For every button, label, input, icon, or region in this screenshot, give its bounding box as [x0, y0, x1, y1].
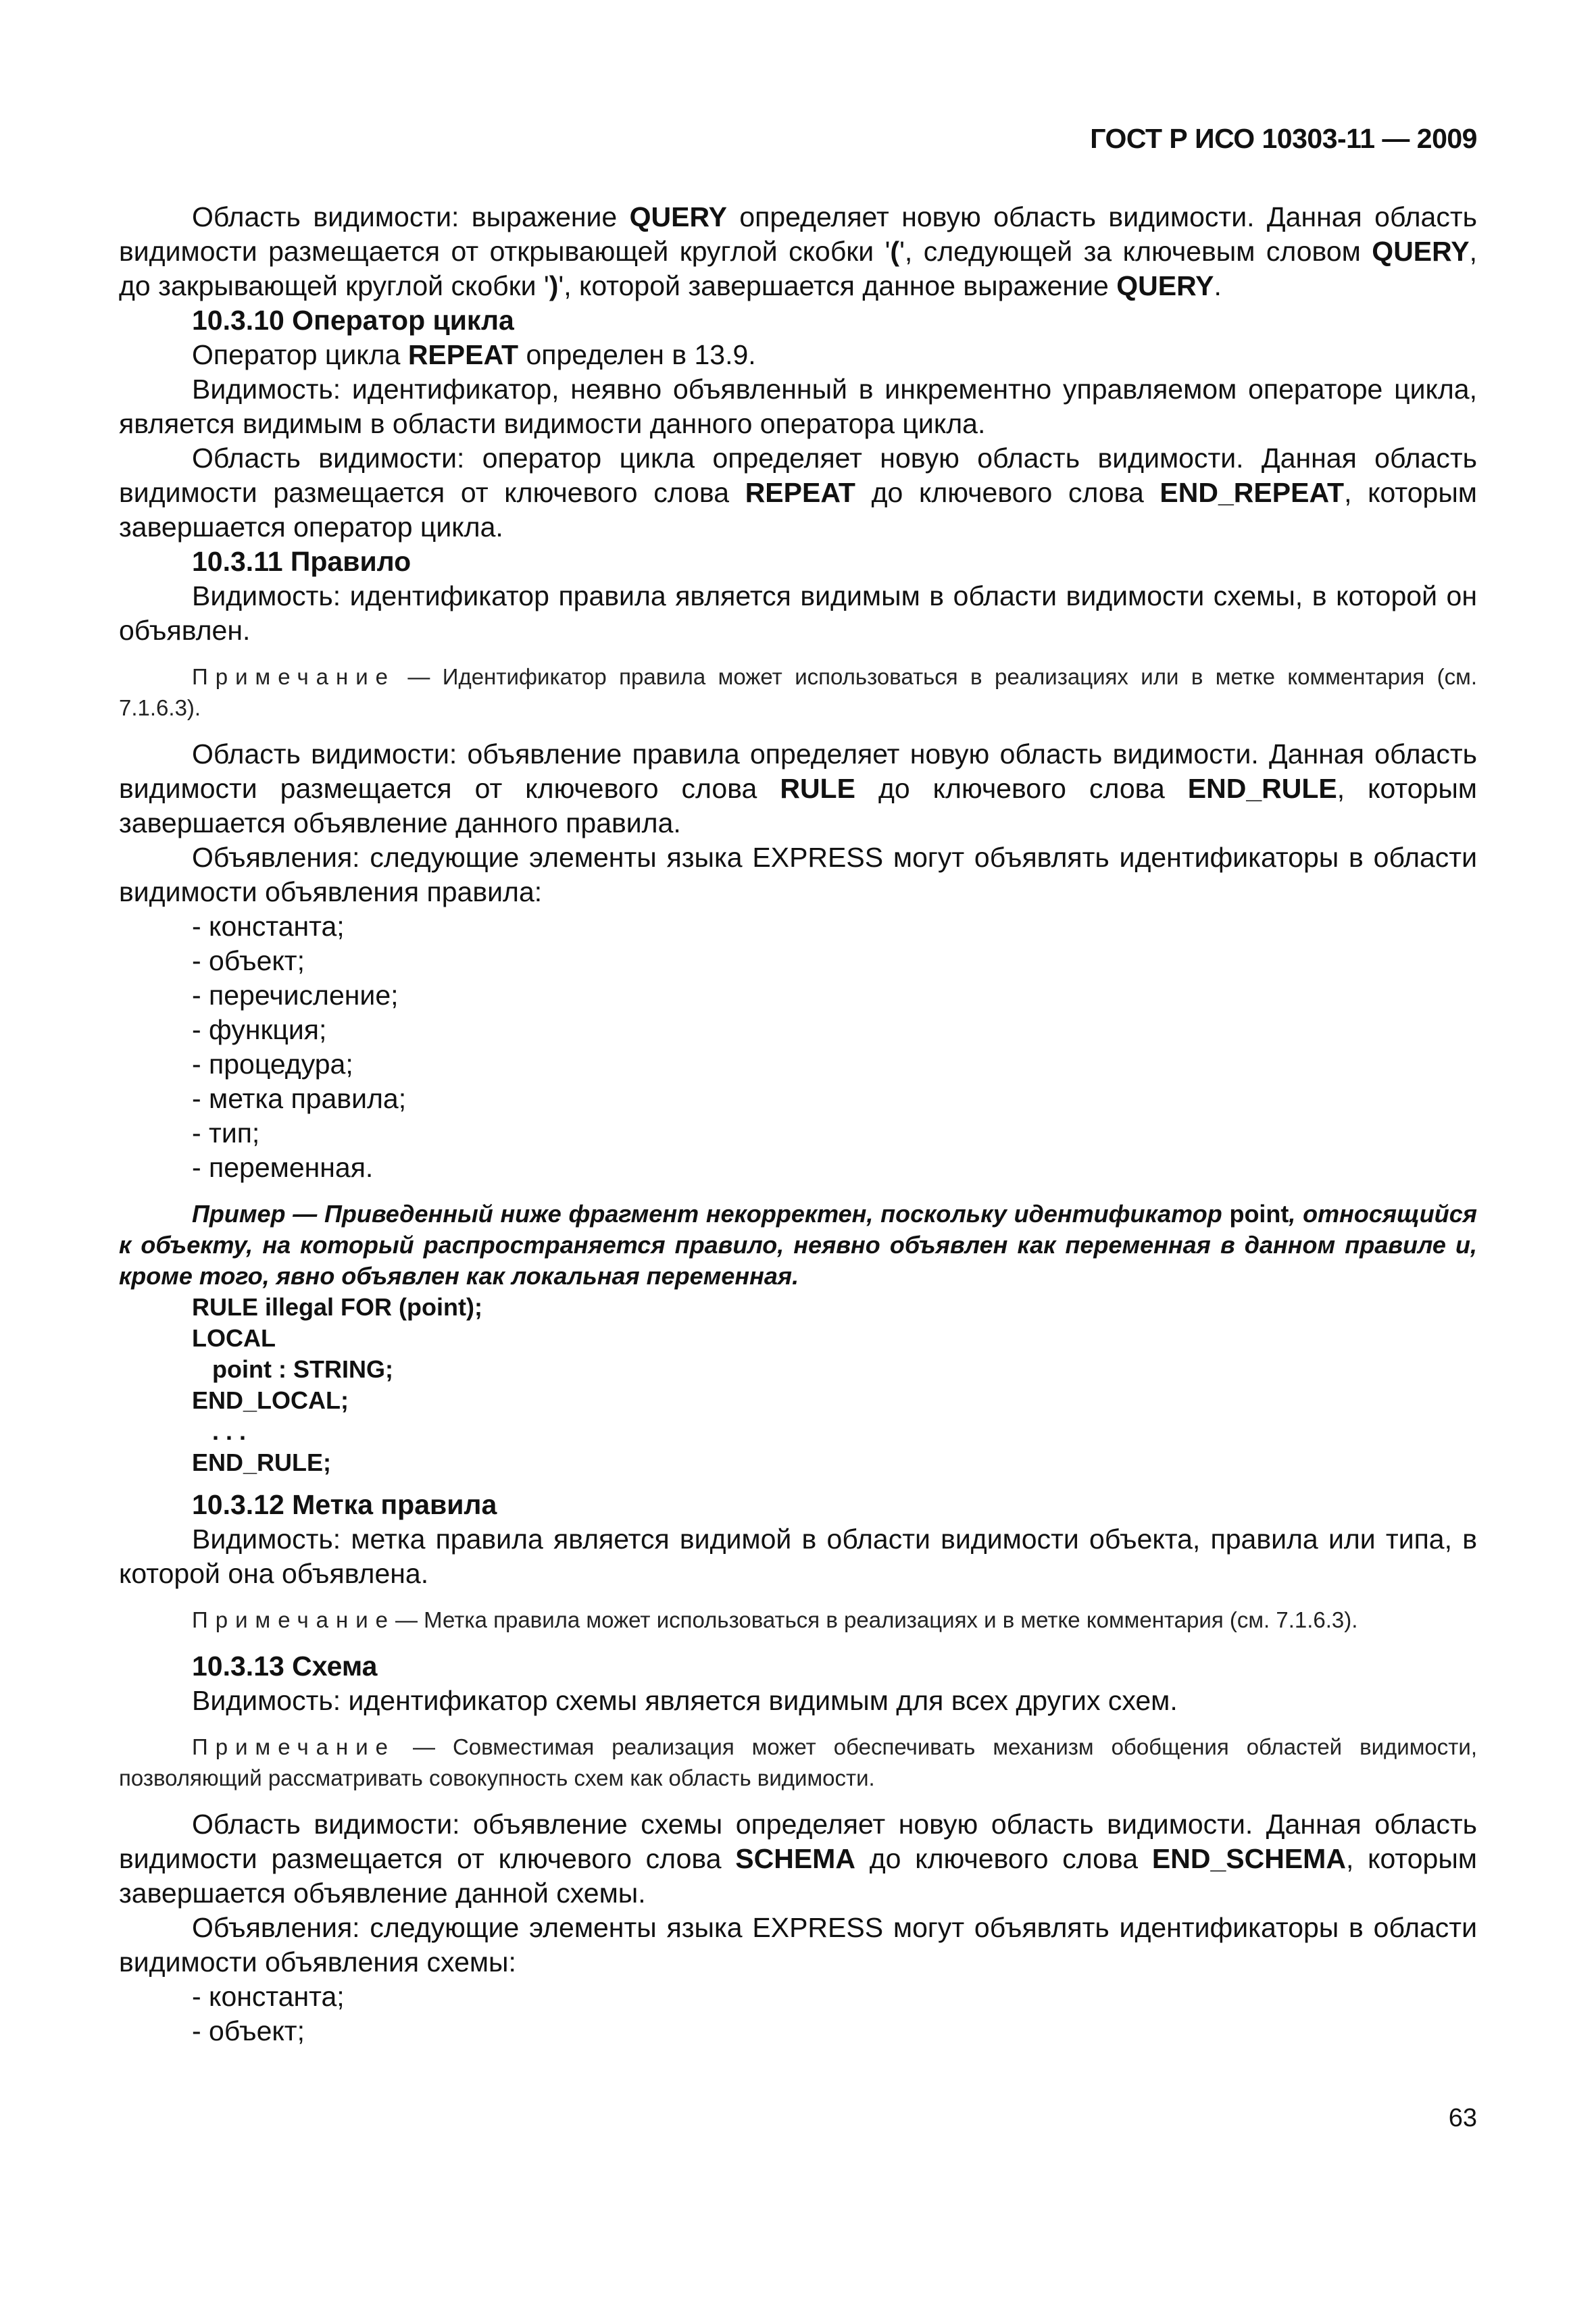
section-heading-10-3-10: 10.3.10 Оператор цикла: [192, 305, 514, 336]
section-heading-10-3-11: 10.3.11 Правило: [192, 546, 412, 577]
document-header: ГОСТ Р ИСО 10303-11 — 2009: [1090, 123, 1477, 154]
rule-declarations-paragraph: Объявления: следующие элементы языка EXPRESS могут объявлять идентификаторы в области видимости объявления правила:: [119, 842, 1477, 907]
list-item: - константа;: [192, 911, 345, 942]
code-line: RULE illegal FOR (point);: [192, 1293, 482, 1321]
list-item: - процедура;: [192, 1049, 353, 1080]
repeat-visibility-paragraph: Видимость: идентификатор, неявно объявленный в инкрементно управляемом операторе цикла, является видимым в области видимости данного оператора цикла.: [119, 374, 1477, 439]
section-heading-10-3-13: 10.3.13 Схема: [192, 1651, 378, 1682]
section-heading-10-3-12: 10.3.12 Метка правила: [192, 1489, 497, 1520]
schema-scope-paragraph: Область видимости: объявление схемы определяет новую область видимости. Данная область видимости размещается от ключевого слова SCHEMA до ключевого слова END_SCHEMA, которым завершается объявление данной схемы.: [119, 1809, 1477, 1909]
note-label: Примечание: [192, 664, 396, 689]
rule-note: Примечание — Идентификатор правила может использоваться в реализациях или в метке комментария (см. 7.1.6.3).: [119, 664, 1477, 720]
list-item: - тип;: [192, 1117, 260, 1149]
note-label: Примечание: [192, 1734, 396, 1759]
list-item: - константа;: [192, 1981, 345, 2012]
query-scope-paragraph: Область видимости: выражение QUERY определяет новую область видимости. Данная область видимости размещается от открывающей круглой скобки '(', следующей за ключевым словом QUERY, до закрывающей круглой скобки ')', которой завершается данное выражение QUERY.: [119, 201, 1477, 301]
code-line: END_LOCAL;: [192, 1386, 349, 1414]
code-line: END_RULE;: [192, 1449, 332, 1476]
rule-label-note: Примечание— Метка правила может использоваться в реализациях и в метке комментария (см. 7.1.6.3).: [192, 1607, 1358, 1632]
code-listing: [119, 1292, 1477, 1478]
repeat-definition-paragraph: Оператор цикла REPEAT определен в 13.9.: [192, 339, 756, 370]
list-item: - перечисление;: [192, 980, 399, 1011]
rule-label-visibility-paragraph: Видимость: метка правила является видимой в области видимости объекта, правила или типа, в которой она объявлена.: [119, 1524, 1477, 1589]
code-line: . . .: [192, 1417, 247, 1445]
list-item: - объект;: [192, 2015, 305, 2046]
schema-visibility-paragraph: Видимость: идентификатор схемы является видимым для всех других схем.: [192, 1685, 1178, 1716]
note-label: Примечание: [192, 1607, 396, 1632]
schema-declarations-list: [119, 1980, 1477, 2048]
rule-declarations-list: [119, 909, 1477, 1185]
document-body: [119, 200, 1477, 2048]
rule-visibility-paragraph: Видимость: идентификатор правила является видимым в области видимости схемы, в которой он объявлен.: [119, 580, 1477, 646]
repeat-scope-paragraph: Область видимости: оператор цикла определяет новую область видимости. Данная область видимости размещается от ключевого слова REPEAT до ключевого слова END_REPEAT, которым завершается оператор цикла.: [119, 443, 1477, 543]
list-item: - функция;: [192, 1014, 327, 1045]
page-number: 63: [1448, 2104, 1477, 2132]
rule-scope-paragraph: Область видимости: объявление правила определяет новую область видимости. Данная область видимости размещается от ключевого слова RULE до ключевого слова END_RULE, которым завершается объявление данного правила.: [119, 738, 1477, 838]
code-line: point : STRING;: [192, 1355, 393, 1383]
schema-declarations-paragraph: Объявления: следующие элементы языка EXPRESS могут объявлять идентификаторы в области видимости объявления схемы:: [119, 1912, 1477, 1978]
rule-example: Пример — Приведенный ниже фрагмент некорректен, поскольку идентификатор point, относящийся к объекту, на который распространяется правило, неявно объявлен как переменная в данном правиле и, кроме того, явно объявлен как локальная переменная.: [119, 1200, 1477, 1290]
code-line: LOCAL: [192, 1324, 276, 1352]
list-item: - переменная.: [192, 1152, 374, 1183]
schema-note: Примечание — Совместимая реализация может обеспечивать механизм обобщения областей видимости, позволяющий рассматривать совокупность схем как область видимости.: [119, 1734, 1477, 1790]
list-item: - объект;: [192, 945, 305, 976]
list-item: - метка правила;: [192, 1083, 407, 1114]
